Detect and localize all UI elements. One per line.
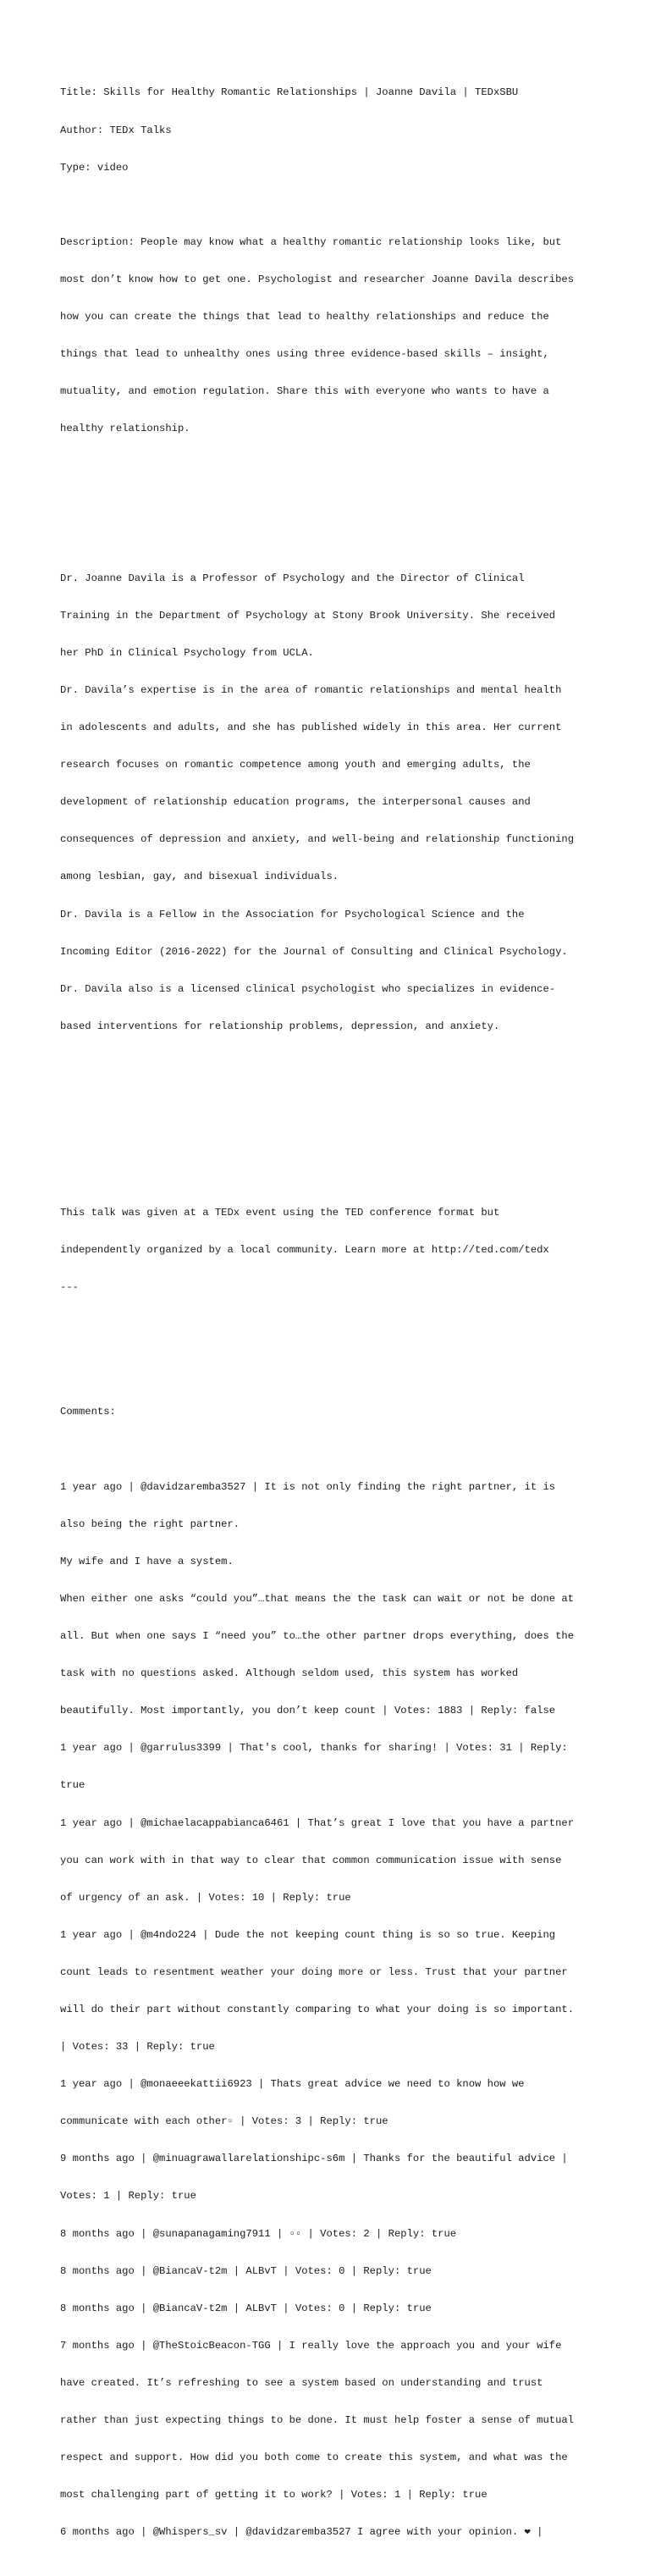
spacer	[60, 1095, 602, 1108]
comment-line: rather than just expecting things to be done. It must help foster a sense of mutual	[60, 2414, 575, 2427]
comment-line: 8 months ago | @BiancaV-t2m | ALBvT | Votes: 0 | Reply: true	[60, 2264, 432, 2277]
comment-line: all. But when one says I “need you” to…the other partner drops everything, does the	[60, 1630, 575, 1643]
video-author: Author: TEDx Talks	[60, 124, 172, 136]
description-line: Description: People may know what a healthy romantic relationship looks like, but	[60, 235, 562, 248]
description-line: things that lead to unhealthy ones using three evidence-based skills – insight,	[60, 348, 549, 361]
comment-line: most challenging part of getting it to work? | Votes: 1 | Reply: true	[60, 2489, 488, 2501]
comment-line: you can work with in that way to clear that common communication issue with sense	[60, 1854, 562, 1866]
comments-heading: Comments:	[60, 1406, 116, 1418]
description-block	[60, 211, 602, 460]
bio-line: among lesbian, gay, and bisexual individuals.	[60, 871, 339, 883]
comment-line: respect and support. How did you both come to create this system, and what was the	[60, 2452, 568, 2464]
comment-line: task with no questions asked. Although seldom used, this system has worked	[60, 1667, 519, 1680]
tedx-note-line: This talk was given at a TEDx event using the TED conference format but	[60, 1207, 500, 1219]
comment-line: My wife and I have a system.	[60, 1555, 234, 1567]
comment-line: beautifully. Most importantly, you don’t keep count | Votes: 1883 | Reply: false	[60, 1705, 556, 1717]
description-line: most don’t know how to get one. Psychologist and researcher Joanne Davila describes	[60, 273, 575, 285]
bio-line: Dr. Davila is a Fellow in the Association for Psychological Science and the	[60, 908, 525, 920]
video-type: Type: video	[60, 161, 129, 174]
bio-line: research focuses on romantic competence among youth and emerging adults, the	[60, 759, 531, 771]
video-title: Title: Skills for Healthy Romantic Relationships | Joanne Davila | TEDxSBU	[60, 86, 519, 99]
bio-line: development of relationship education programs, the interpersonal causes and	[60, 796, 531, 809]
comment-line: 1 year ago | @davidzaremba3527 | It is not only finding the right partner, it is	[60, 1480, 556, 1493]
comments-list	[60, 1456, 602, 2563]
bio-line: Dr. Joanne Davila is a Professor of Psychology and the Director of Clinical	[60, 572, 525, 584]
tedx-note-line: independently organized by a local community. Learn more at http://ted.com/tedx	[60, 1244, 549, 1257]
bio-line: consequences of depression and anxiety, and well-being and relationship functioning	[60, 833, 575, 846]
bio-line: based interventions for relationship problems, depression, and anxiety.	[60, 1020, 500, 1032]
bio-line: Incoming Editor (2016-2022) for the Journal of Consulting and Clinical Psychology.	[60, 945, 568, 958]
comment-line: will do their part without constantly comparing to what your doing is so important.	[60, 2004, 575, 2015]
tedx-note-block	[60, 1182, 602, 1319]
bio-line: in adolescents and adults, and she has published widely in this area. Her current	[60, 721, 562, 734]
bio-line: Dr. Davila’s expertise is in the area of romantic relationships and mental health	[60, 683, 562, 696]
comment-line: count leads to resentment weather your doing more or less. Trust that your partner	[60, 1965, 568, 1978]
comment-line: 1 year ago | @m4ndo224 | Dude the not keeping count thing is so so true. Keeping	[60, 1928, 556, 1941]
separator: ---	[60, 1281, 79, 1294]
comment-line: When either one asks “could you”…that means the the task can wait or not be done at	[60, 1592, 575, 1605]
bio-line: Training in the Department of Psychology at Stony Brook University. She received	[60, 609, 556, 622]
comment-line: 7 months ago | @TheStoicBeacon-TGG | I really love the approach you and your wife	[60, 2339, 562, 2352]
comment-line: have created. It’s refreshing to see a system based on understanding and trust	[60, 2376, 543, 2389]
comment-line: Votes: 1 | Reply: true	[60, 2190, 196, 2203]
comment-line: true	[60, 1779, 85, 1792]
bio-line: her PhD in Clinical Psychology from UCLA.	[60, 646, 314, 659]
spacer	[60, 1132, 602, 1145]
spacer	[60, 497, 602, 510]
comment-line: | Votes: 33 | Reply: true	[60, 2041, 215, 2054]
description-line: how you can create the things that lead to healthy relationships and reduce the	[60, 310, 549, 323]
comment-line: 6 months ago | @Whispers_sv | @davidzaremba3527 I agree with your opinion. ❤ |	[60, 2526, 543, 2539]
comment-line: 1 year ago | @michaelacappabianca6461 | That’s great I love that you have a partner	[60, 1816, 575, 1829]
comment-line: 8 months ago | @BiancaV-t2m | ALBvT | Votes: 0 | Reply: true	[60, 2302, 432, 2314]
description-line: mutuality, and emotion regulation. Share this with everyone who wants to have a	[60, 385, 549, 398]
spacer	[60, 1357, 602, 1369]
comment-line: 9 months ago | @minuagrawallarelationshipc-s6m | Thanks for the beautiful advice |	[60, 2153, 568, 2165]
comment-line: also being the right partner.	[60, 1517, 240, 1530]
comment-line: 1 year ago | @garrulus3399 | That's cool, thanks for sharing! | Votes: 31 | Reply:	[60, 1742, 568, 1755]
bio-line: Dr. Davila also is a licensed clinical psychologist who specializes in evidence-	[60, 982, 556, 995]
comment-line: communicate with each other▫ | Votes: 3 | Reply: true	[60, 2115, 388, 2128]
comment-line: 8 months ago | @sunapanagaming7911 | ▫▫ | Votes: 2 | Reply: true	[60, 2227, 457, 2240]
bio-block	[60, 547, 602, 1058]
document-page	[60, 62, 602, 2576]
comment-line: 1 year ago | @monaeeekattii6923 | Thats great advice we need to know how we	[60, 2078, 525, 2091]
description-line: healthy relationship.	[60, 423, 190, 435]
comment-line: of urgency of an ask. | Votes: 10 | Reply: true	[60, 1891, 351, 1904]
